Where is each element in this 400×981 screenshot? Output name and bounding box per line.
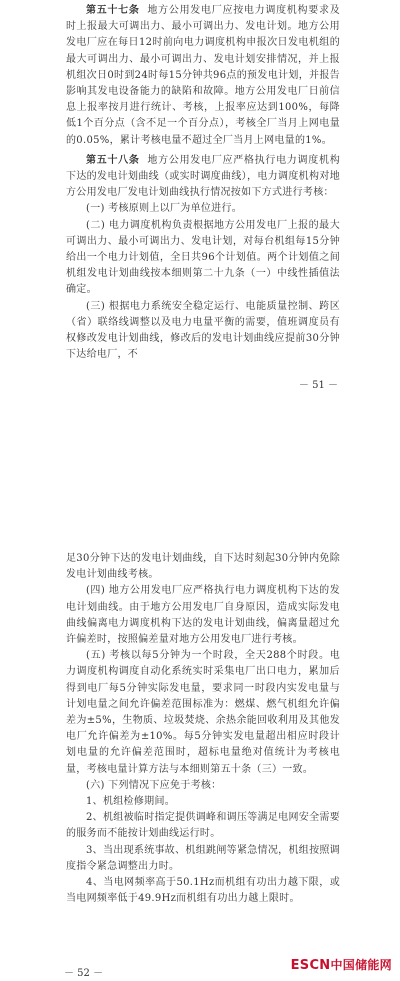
exemption-1: 1、机组检修期间。 (86, 796, 176, 808)
page-number-51: － 51 － (298, 380, 338, 391)
article-58-item-2: (二) 电力调度机构负责根据地方公用发电厂上报的最大可调出力、最小可调出力、发电计划，对每台机组每15分钟给出一个电力计划值，全日共96个计划值。两个计划值之间机组发电计划曲线按本细则第二十九条（一）中线性插值法确定。 (66, 219, 340, 296)
page-51-body (66, 3, 340, 363)
page-52-body (66, 551, 340, 907)
exemption-2: 2、机组被临时指定提供调峰和调压等满足电网安全需要的服务而不能按计划曲线运行时。 (66, 812, 340, 840)
watermark-latin: ESCN (290, 958, 331, 973)
article-58-text: 地方公用发电厂应严格执行电力调度机构下达的发电计划曲线（或实时调度曲线），电力调度机构对地方公用发电厂发电计划曲线执行情况按如下方式进行考核： (66, 154, 340, 199)
article-58-item-3: (三) 根据电力系统安全稳定运行、电能质量控制、跨区（省）联络线调整以及电力电量平衡的需要，值班调度员有权修改发电计划曲线，修改后的发电计划曲线应提前30分钟下达给电厂，不 (66, 300, 340, 361)
item-5: (五) 考核以每5分钟为一个时段，全天288个时段。电力调度机构调度自动化系统实时采集电厂出口电力，累加后得到电厂每5分钟实际发电量，要求同一时段内实发电量与计划电量之间允许偏差范围标准为：燃煤、燃气机组允许偏差为±5%，生物质、垃圾焚烧、余热余能回收利用及其他发电厂允许偏差为±10%。每5分钟实发电量超出相应时段计划电量的允许偏差范围时，超标电量绝对值统计为考核电量，考核电量计算方法与本细则第五十条（三）一致。 (66, 650, 340, 775)
item-4: (四) 地方公用发电厂应严格执行电力调度机构下达的发电计划曲线。由于地方公用发电厂自身原因，造成实际发电曲线偏离电力调度机构下达的发电计划曲线，偏离量超过允许偏差时，按照偏差量对地方公用发电厂进行考核。 (66, 585, 340, 646)
article-58-title: 第五十八条 (86, 154, 140, 166)
page-number-52: － 52 － (64, 968, 104, 979)
document-page-51 (0, 0, 400, 400)
exemption-3: 3、当出现系统事故、机组跳闸等紧急情况，机组按照调度指令紧急调整出力时。 (66, 844, 340, 872)
article-57-paragraph (66, 3, 340, 149)
exemption-4: 4、当电网频率高于50.1Hz而机组有功出力越下限，或当电网频率低于49.9Hz而机组有功出力越上限时。 (66, 877, 340, 905)
article-58-paragraph (66, 153, 340, 202)
watermark-cn: 中国储能网 (330, 958, 392, 972)
article-57-title: 第五十七条 (86, 5, 140, 16)
article-58-item-1: (一) 考核原则上以厂为单位进行。 (86, 203, 243, 215)
continuation-paragraph: 足30分钟下达的发电计划曲线，自下达时刻起30分钟内免除发电计划曲线考核。 (66, 553, 340, 581)
item-6: (六) 下列情况下应免于考核： (86, 779, 222, 791)
article-57-text: 地方公用发电厂应按电力调度机构要求及时上报最大可调出力、最小可调出力、发电计划。地方公用发电厂应在每日12时前向电力调度机构申报次日发电机组的最大可调出力、最小可调出力、发电计划安排情况，并上报机组次日0时到24时每15分钟共96点的预发电计划，并报告影响其发电设备能力的缺陷和故障。地方公用发电厂日前信息上报率按月进行统计、考核，上报率应达到100%，每降低1个百分点（含不足一个百分点），考核全厂当月上网电量的0.05%，累计考核电量不超过全厂当月上网电量的1%。 (66, 5, 340, 146)
document-page-52 (0, 540, 400, 981)
escn-watermark-logo (291, 956, 392, 973)
